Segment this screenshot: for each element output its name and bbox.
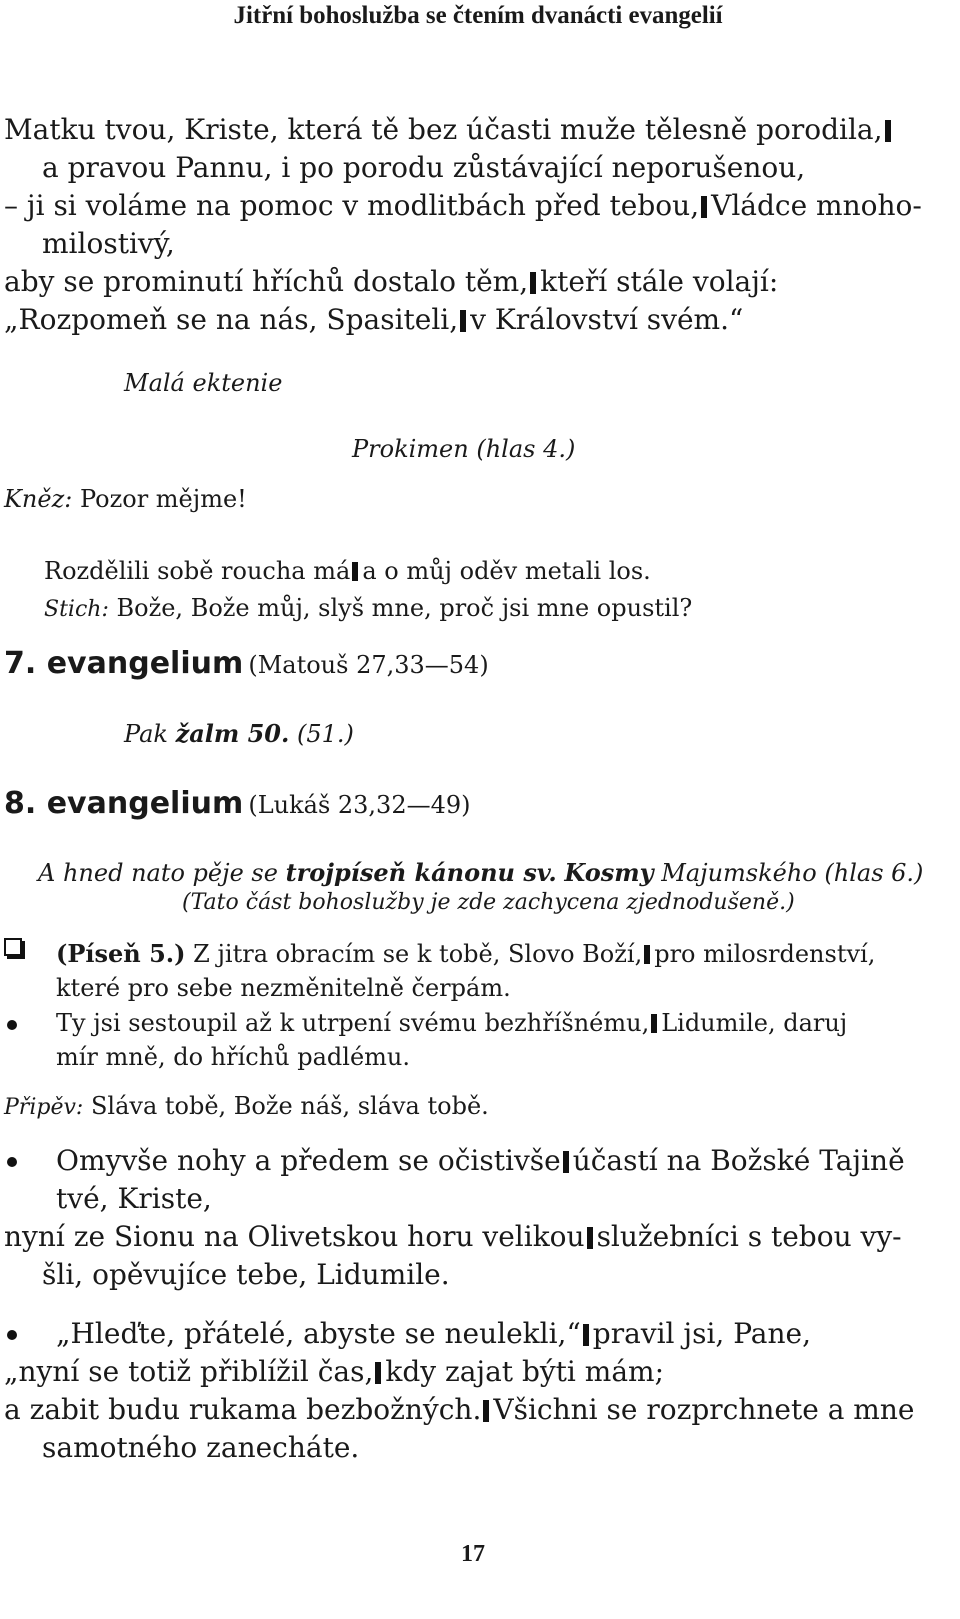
text: a zabit budu rukama bezbožných. bbox=[4, 1393, 482, 1426]
text: Všichni se rozprchnete a mne bbox=[493, 1393, 915, 1426]
text: Majumského (hlas 6.) bbox=[661, 859, 924, 887]
stanza-2-line-2 bbox=[4, 1353, 664, 1391]
text: „nyní se totiž přiblížil čas, bbox=[4, 1355, 374, 1388]
text: „Hleďte, přátelé, abyste se neulekli,“ bbox=[56, 1317, 581, 1350]
text: Vládce mnoho- bbox=[711, 189, 922, 222]
caesura-mark bbox=[587, 1227, 593, 1249]
troparion-line-6 bbox=[4, 301, 743, 339]
troparion-b1-line-1 bbox=[56, 1007, 847, 1040]
stanza-1-line-2: tvé, Kriste, bbox=[56, 1182, 212, 1215]
gospel-reference: (Matouš 27,33—54) bbox=[248, 651, 489, 679]
page-number: 17 bbox=[461, 1541, 485, 1567]
text: služebníci s tebou vy- bbox=[596, 1220, 902, 1253]
text: Omyvše nohy a předem se očistivše bbox=[56, 1144, 561, 1177]
stanza-1-line-1 bbox=[56, 1142, 905, 1180]
psalm-title: žalm 50. bbox=[175, 719, 290, 748]
refrain-text: Sláva tobě, Bože náš, sláva tobě. bbox=[90, 1092, 489, 1120]
text: – ji si voláme na pomoc v modlitbách před tebou, bbox=[4, 189, 700, 222]
troparion-line-4: milostivý, bbox=[42, 227, 175, 260]
gospel-7-heading bbox=[4, 646, 489, 681]
psalm-rubric bbox=[124, 717, 354, 751]
gospel-8-heading bbox=[4, 786, 471, 821]
stanza-2-line-3 bbox=[4, 1391, 914, 1429]
gospel-number: 7. evangelium bbox=[4, 646, 244, 681]
caesura-mark bbox=[375, 1362, 381, 1384]
text: A hned nato pěje se bbox=[38, 859, 278, 887]
text: Ty jsi sestoupil až k utrpení svému bezhříšnému, bbox=[56, 1009, 650, 1037]
priest-text: Pozor mějme! bbox=[79, 485, 247, 513]
text: nyní ze Sionu na Olivetskou horu velikou bbox=[4, 1220, 585, 1253]
text: kdy zajat býti mám; bbox=[385, 1355, 665, 1388]
refrain bbox=[4, 1090, 489, 1124]
caesura-mark bbox=[460, 310, 466, 332]
priest-line bbox=[4, 483, 247, 516]
bullet-icon bbox=[7, 1157, 17, 1167]
checkbox-icon bbox=[4, 938, 22, 956]
caesura-mark bbox=[530, 272, 536, 294]
text: a o můj oděv metali los. bbox=[362, 557, 651, 585]
bullet-icon bbox=[7, 1330, 17, 1340]
troparion-line-5 bbox=[4, 263, 778, 301]
stanza-2-line-1 bbox=[56, 1315, 811, 1353]
prokimen-heading: Prokimen (hlas 4.) bbox=[352, 435, 576, 463]
troparion-line-3 bbox=[4, 187, 922, 225]
stich-line bbox=[44, 592, 692, 626]
text: účastí na Božské Tajině bbox=[572, 1144, 905, 1177]
stich-text: Bože, Bože můj, slyš mne, proč jsi mne opustil? bbox=[116, 594, 693, 622]
text: Z jitra obracím se k tobě, Slovo Boží, bbox=[193, 940, 643, 968]
text: v Království svém.“ bbox=[470, 303, 744, 336]
text: aby se prominutí hříchů dostalo těm, bbox=[4, 265, 529, 298]
caesura-mark bbox=[483, 1400, 489, 1422]
text: Rozdělili sobě roucha má bbox=[44, 557, 351, 585]
ode-label: (Píseň 5.) bbox=[56, 939, 186, 968]
troparion-line-1 bbox=[4, 111, 895, 149]
text: Pak bbox=[124, 720, 168, 748]
bullet-icon bbox=[7, 1020, 17, 1030]
refrain-label: Připěv: bbox=[4, 1095, 84, 1120]
gospel-number: 8. evangelium bbox=[4, 786, 244, 821]
gospel-reference: (Lukáš 23,32—49) bbox=[248, 791, 471, 819]
stanza-1-line-4: šli, opěvujíce tebe, Lidumile. bbox=[42, 1258, 450, 1291]
caesura-mark bbox=[701, 196, 707, 218]
caesura-mark bbox=[352, 562, 358, 581]
running-head: Jitřní bohoslužba se čtením dvanácti evangelií bbox=[233, 2, 723, 29]
text: kteří stále volají: bbox=[540, 265, 779, 298]
ode-5-line-2: které pro sebe nezměnitelně čerpám. bbox=[56, 974, 511, 1002]
priest-label: Kněz: bbox=[4, 485, 73, 513]
prokimen-verse bbox=[44, 555, 651, 588]
troparion-line-2: a pravou Pannu, i po porodu zůstávající neporušenou, bbox=[42, 151, 806, 184]
caesura-mark bbox=[644, 945, 650, 964]
stanza-1-line-3 bbox=[4, 1218, 902, 1256]
caesura-mark bbox=[651, 1014, 657, 1033]
canon-title: trojpíseň kánonu sv. bbox=[285, 858, 557, 887]
ode-5-line-1 bbox=[56, 937, 875, 971]
text: Matku tvou, Kriste, která tě bez účasti muže tělesně porodila, bbox=[4, 113, 883, 146]
stich-label: Stich: bbox=[44, 597, 109, 622]
text: (51.) bbox=[297, 720, 354, 748]
text: pravil jsi, Pane, bbox=[592, 1317, 811, 1350]
text: pro milosrdenství, bbox=[654, 940, 876, 968]
caesura-mark bbox=[563, 1151, 569, 1173]
troparion-b1-line-2: mír mně, do hříchů padlému. bbox=[56, 1043, 410, 1071]
rubric-small-litany: Malá ektenie bbox=[124, 369, 283, 397]
caesura-mark bbox=[583, 1324, 589, 1346]
simplification-note: (Tato část bohoslužby je zde zachycena zjednodušeně.) bbox=[182, 890, 795, 915]
caesura-mark bbox=[885, 120, 891, 142]
text: Lidumile, daruj bbox=[661, 1009, 848, 1037]
stanza-2-line-4: samotného zanecháte. bbox=[42, 1431, 360, 1464]
text: „Rozpomeň se na nás, Spasiteli, bbox=[4, 303, 459, 336]
canon-author: Kosmy bbox=[564, 858, 654, 887]
canon-rubric bbox=[38, 856, 923, 890]
